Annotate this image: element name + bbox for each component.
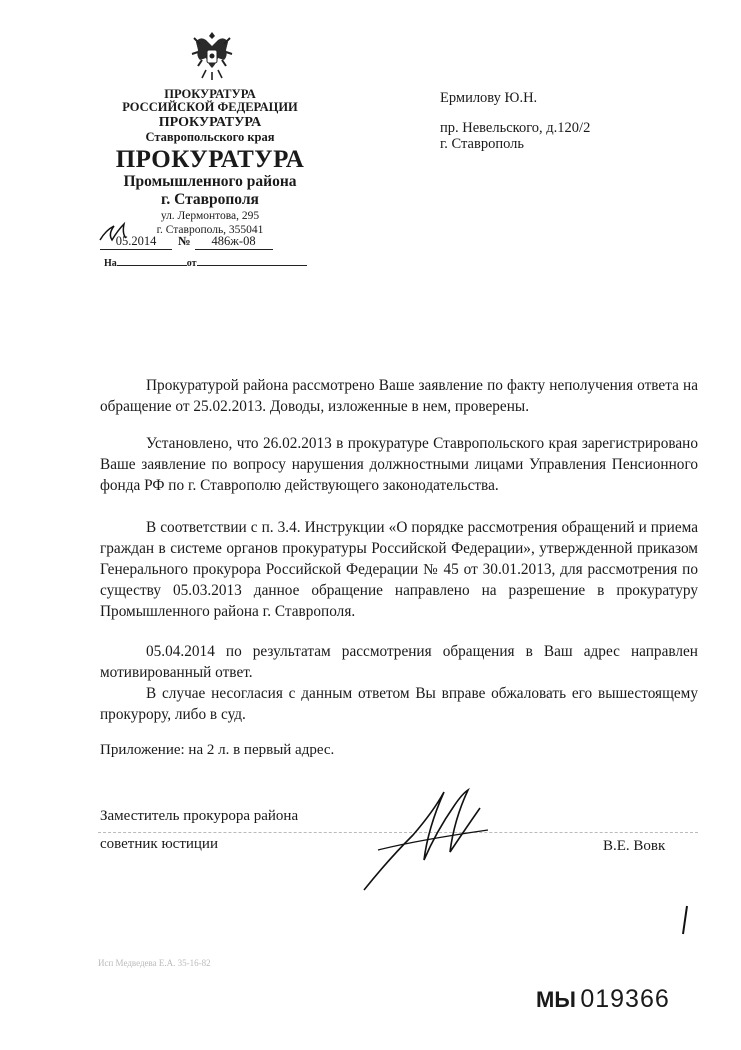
handwritten-date-mark — [96, 212, 136, 246]
coat-of-arms-emblem-icon — [188, 28, 236, 82]
body-paragraph-4-text: 05.04.2014 по результатам рассмотрения обращения в Ваш адрес направлен мотивированный ответ. — [100, 643, 698, 681]
recipient-street: пр. Невельского, д.120/2 — [440, 120, 591, 136]
header-line-4: Ставропольского края — [145, 130, 275, 144]
header-line-7: г. Ставрополя — [161, 191, 259, 208]
signatory-title: Заместитель прокурора района — [100, 808, 299, 824]
signatory-rank: советник юстиции — [100, 836, 218, 852]
reply-reference-line — [104, 258, 307, 269]
header-title: ПРОКУРАТУРА — [115, 146, 305, 173]
header-address-city: г. Ставрополь, 355041 — [156, 224, 264, 236]
serial-prefix: МЫ — [536, 987, 576, 1012]
recipient-name: Ермилову Ю.Н. — [440, 90, 538, 106]
header-line-6: Промышленного района — [123, 173, 297, 190]
header-line-3: ПРОКУРАТУРА — [158, 115, 262, 130]
margin-mark — [681, 905, 689, 935]
registration-number: 486ж-08 — [195, 234, 273, 250]
registration-number-label: № — [178, 234, 191, 248]
header-line-2: РОССИЙСКОЙ ФЕДЕРАЦИИ — [122, 100, 298, 114]
body-paragraph-1-text: Прокуратурой района рассмотрено Ваше заявление по факту неполучения ответа на обращение от 25.02.2013. Доводы, изложенные в нем, проверены. — [100, 377, 698, 415]
body-paragraph-2 — [100, 434, 698, 497]
reply-label-ot: от — [186, 258, 197, 269]
body-paragraph-4 — [100, 642, 698, 684]
header-address-street: ул. Лермонтова, 295 — [160, 210, 260, 222]
reply-label-na: На — [104, 258, 117, 269]
serial-digits: 019366 — [580, 985, 670, 1013]
body-paragraph-1 — [100, 376, 698, 418]
executor-note: Исп Медведева Е.А. 35-16-82 — [98, 958, 211, 968]
recipient-city: г. Ставрополь — [440, 136, 525, 152]
signature-icon — [358, 780, 508, 900]
serial-number — [536, 985, 670, 1014]
body-paragraph-5-text: В случае несогласия с данным ответом Вы вправе обжаловать его вышестоящему прокурору, либо в суд. — [100, 685, 698, 723]
signatory-name: В.Е. Вовк — [603, 838, 666, 854]
body-paragraph-2-text: Установлено, что 26.02.2013 в прокуратуре Ставропольского края зарегистрировано Ваше заявление по вопросу нарушения должностными лицами Управления Пенсионного фонда РФ по г. Ставрополю действующего законодательства. — [100, 435, 698, 494]
body-paragraph-3 — [100, 518, 698, 623]
appendix-note: Приложение: на 2 л. в первый адрес. — [100, 742, 335, 758]
registration-date: 05.2014 — [100, 234, 172, 250]
body-paragraph-3-text: В соответствии с п. 3.4. Инструкции «О порядке рассмотрения обращений и приема граждан в системе органов прокуратуры Российской Федерации», утвержденной приказом Генерального прокурора Российской Федерации № 45 от 30.01.2013, для рассмотрения по существу 05.03.2013 данное обращение направлено на разрешение в прокуратуру Промышленного района г. Ставрополя. — [100, 519, 698, 620]
body-paragraph-5 — [100, 684, 698, 726]
header-line-1: ПРОКУРАТУРА — [164, 87, 256, 101]
